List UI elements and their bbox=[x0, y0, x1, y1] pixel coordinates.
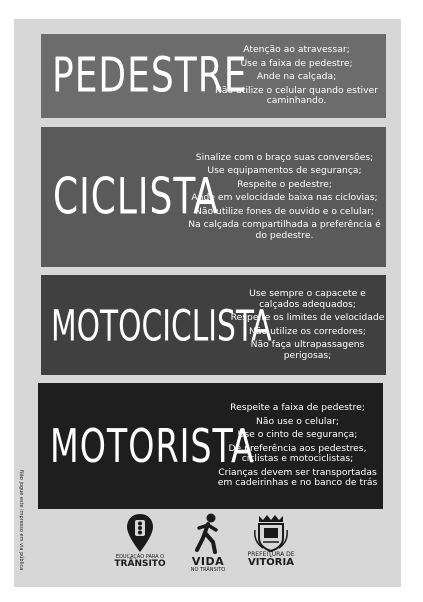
prefeitura-line1: PREFEITURA DE bbox=[247, 551, 295, 558]
tip-item: Na calçada compartilhada a preferência é do pedestre. bbox=[188, 219, 381, 241]
educacao-transito-logo bbox=[112, 512, 168, 569]
educacao-line1: EDUCAÇÃO PARA O bbox=[115, 554, 165, 560]
tip-item: Use sempre o capacete e calçados adequados; bbox=[249, 288, 366, 310]
tip-item: Use equipamentos de segurança; bbox=[207, 165, 362, 177]
ciclista-title: CICLISTA bbox=[53, 168, 219, 226]
tip-item: Sinalize com o braço suas conversões; bbox=[195, 151, 374, 163]
footer-logos bbox=[0, 512, 423, 584]
tip-item: Use o cinto de segurança; bbox=[237, 429, 358, 441]
tip-item: Não utilize fones de ouvido e o celular; bbox=[194, 205, 375, 217]
walking-person-icon bbox=[191, 512, 225, 556]
tip-item: Respeite a faixa de pedestre; bbox=[230, 402, 365, 414]
vida-line2: NO TRÂNSITO bbox=[190, 567, 226, 573]
vida-line1: VIDA bbox=[191, 555, 225, 568]
tip-item: Crianças devem ser transportadas em cadeirinhas e no banco de trás bbox=[217, 466, 378, 489]
pedestre-title: PEDESTRE bbox=[52, 48, 248, 104]
ciclista-section bbox=[41, 127, 386, 267]
tip-item: Ande em velocidade baixa nas ciclovias; bbox=[191, 192, 378, 204]
tip-item: Use a faixa de pedestre; bbox=[240, 57, 353, 69]
tip-item: Ande na calçada; bbox=[256, 71, 337, 83]
motociclista-section bbox=[41, 275, 386, 375]
motorista-title: MOTORISTA bbox=[50, 419, 255, 473]
tip-item: Não utilize o celular quando estiver caminhando. bbox=[215, 84, 378, 107]
tip-item: Atenção ao atravessar; bbox=[243, 44, 350, 56]
prefeitura-line2: VITÓRIA bbox=[248, 557, 294, 568]
motorista-section bbox=[38, 383, 383, 509]
tip-item: Respeite o pedestre; bbox=[237, 178, 332, 190]
disposal-note: Não jogue este impresso em via pública bbox=[18, 470, 24, 571]
tip-item: Não faça ultrapassagens perigosas; bbox=[250, 339, 365, 361]
tip-item: Respeite os limites de velocidade bbox=[230, 312, 385, 323]
motociclista-title: MOTOCICLISTA bbox=[51, 299, 272, 351]
pedestre-section bbox=[41, 34, 386, 118]
educacao-line2: TRÂNSITO bbox=[114, 559, 166, 569]
tip-item: Não use o celular; bbox=[256, 415, 339, 427]
location-pin-icon bbox=[125, 512, 155, 554]
prefeitura-vitoria-logo bbox=[240, 512, 302, 568]
vida-transito-logo bbox=[188, 512, 228, 573]
coat-of-arms-icon bbox=[253, 512, 289, 552]
tip-item: Dê preferência aos pedestres, ciclistas e motociclistas; bbox=[228, 442, 367, 465]
tip-item: Não utilize os corredores; bbox=[249, 325, 366, 337]
